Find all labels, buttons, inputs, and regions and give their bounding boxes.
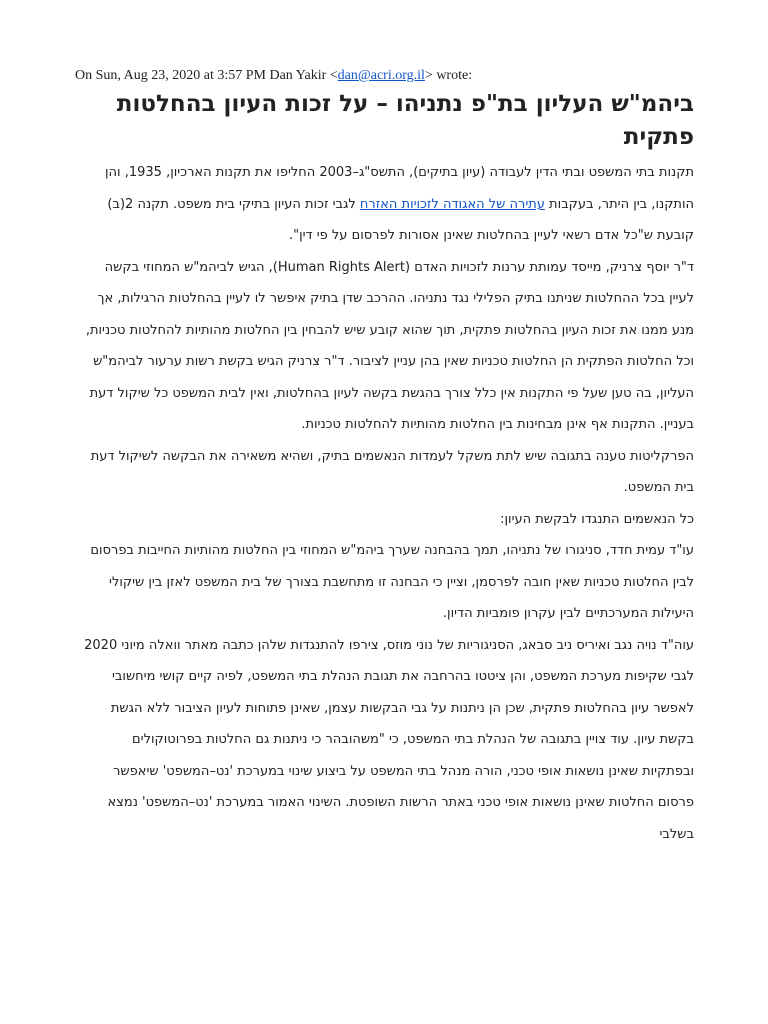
paragraph-5: עו"ד עמית חדד, סניגורו של נתניהו, תמך בהבחנה שערך ביהמ"ש המחוזי בין החלטות מהותיות החייבות בפרסום לבין החלטות טכניות שאין חובה לפרסמן, וציין כי הבחנה זו מתחשבת בצורך של בית המשפט לאזן בין שיקולי היעילות המערכתיים לבין עקרון פומביות הדיון. [90, 543, 694, 621]
email-header-suffix: > wrote: [424, 68, 473, 83]
paragraph-2: ד"ר יוסף צרניק, מייסד עמותת ערנות לזכויות האדם (Human Rights Alert), הגיש לביהמ"ש המחוזי בקשה לעיין בכל ההחלטות שניתנו בתיק הפלילי נגד נתניהו. ההרכב שדן בתיק איפשר לו לעיין בהחלטות הרגילות, אך מנע ממנו את זכות העיון בהחלטות פתקית, תוך שהוא קובע שיש להבחין בין החלטות מהותיות להחלטות טכניות, וכל החלטות הפתקית הן החלטות טכניות שאין בהן עניין לציבור. ד"ר צרניק הגיש בקשת רשות ערעור לביהמ"ש העליון, בה טען שעל פי התקנות אין כלל צורך בהגשת בקשה לעיון בהחלטות, ואין לבית המשפט כל שיקול דעת בעניין. התקנות אף אינן מבחינות בין החלטות מהותיות להחלטות טכניות. [85, 259, 694, 432]
article-title: ביהמ"ש העליון בת"פ נתניהו – על זכות העיון בהחלטות פתקית [116, 91, 694, 150]
email-quote-header [75, 68, 472, 84]
paragraph-4: כל הנאשמים התנגדו לבקשת העיון: [500, 511, 694, 527]
petition-link[interactable]: עתירה של האגודה לזכויות האזרח [359, 196, 545, 212]
email-header-prefix: On Sun, Aug 23, 2020 at 3:57 PM Dan Yakir < [75, 68, 338, 83]
sender-email-link[interactable]: dan@acri.org.il [337, 68, 425, 83]
article-body [80, 88, 694, 850]
paragraph-1-after-link: לגבי זכות העיון בתיקי בית משפט. תקנה 2(ב) קובעת ש"כל אדם רשאי לעיין בהחלטות שאינן אסורות לפרסום על פי דין". [107, 196, 694, 243]
paragraph-3: הפרקליטות טענה בתגובה שיש לתת משקל לעמדות הנאשמים בתיק, ושהיא משאירה את הבקשה לשיקול דעת בית המשפט. [90, 448, 694, 495]
paragraph-1-before-link: תקנות בתי המשפט ובתי הדין לעבודה (עיון בתיקים), התשס"ג–2003 החליפו את תקנות הארכיון, 1935, והן הותקנו, בין היתר, בעקבות [105, 165, 694, 212]
paragraph-6: עוה"ד נויה נגב ואיריס ניב סבאג, הסניגוריות של נוני מוזס, צירפו להתנגדות שלהן כתבה מאתר וואלה מיוני 2020 לגבי שקיפות מערכת המשפט, והן ציטטו בהרחבה את תגובת הנהלת בתי המשפט, לפיה קיים קושי מיחשובי לאפשר עיון בהחלטות פתקית, שכן הן ניתנות על גבי הבקשות עצמן, שאינן פתוחות לעיון הציבור ללא הגשת בקשת עיון. עוד צויין בתגובה של הנהלת בתי המשפט, כי "משהובהר כי ניתנות גם החלטות בפרוטוקולים ובפתקיות שאינן נושאות אופי טכני, הורה מנהל בתי המשפט על ביצוע שינוי במערכת 'נט–המשפט' שיאפשר פרסום החלטות שאינן נושאות אופי טכני באתר הרשות השופטת. השינוי האמור במערכת 'נט–המשפט' נמצא בשלבי [84, 637, 694, 842]
paragraph-1 [80, 157, 694, 252]
